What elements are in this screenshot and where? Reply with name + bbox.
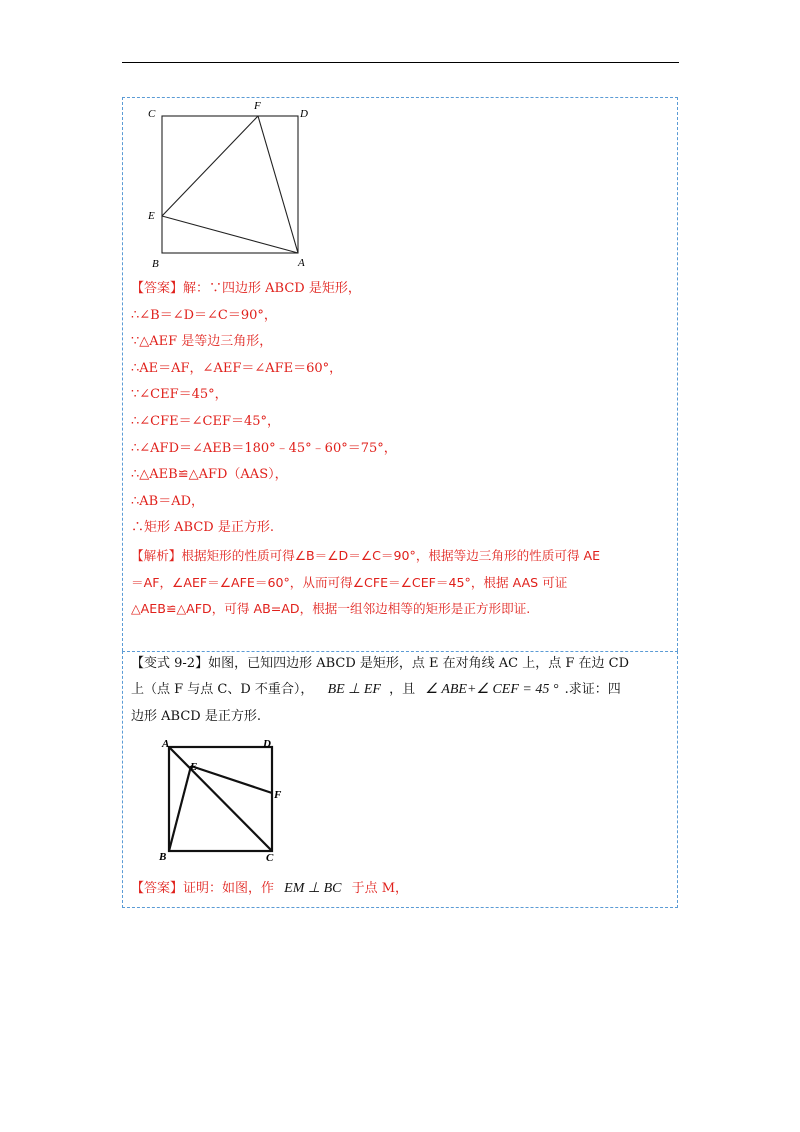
variant-line-2-text-b: ，且 [389, 682, 416, 697]
analysis1-line-2: ＝AF，∠AEF＝∠AFE＝60°，从而可得∠CFE＝∠CEF＝45°，根据 AAS 可证 [131, 575, 568, 590]
diagonal-ac [169, 747, 272, 851]
answer1-line-6: ∴∠CFE＝∠CEF＝45°， [131, 414, 281, 429]
figure-1-square-diagram [140, 95, 330, 275]
answer1-line-7: ∴∠AFD＝∠AEB＝180°﹣45°﹣60°＝75°， [131, 441, 397, 456]
analysis1-line-3: △AEB≌△AFD，可得 AB=AD，根据一组邻边相等的矩形是正方形即证. [131, 601, 531, 616]
figure-2-square-diagram [150, 735, 300, 870]
segment-ef [162, 116, 258, 216]
answer1-line-5: ∵∠CEF＝45°， [131, 387, 228, 402]
header-rule [122, 62, 679, 63]
label-c: C [148, 108, 156, 120]
label-a-2: A [162, 738, 170, 750]
label-c-2: C [266, 852, 274, 864]
variant-line-1: 【变式 9-2】如图，已知四边形 ABCD 是矩形，点 E 在对角线 AC 上，点 F 在边 CD [131, 656, 630, 671]
variant-line-2-text-c: .求证：四 [564, 682, 621, 697]
answer1-line-10: ∴矩形 ABCD 是正方形. [131, 520, 274, 535]
segment-ef-2 [191, 766, 272, 793]
segment-ea [162, 216, 298, 253]
answer1-line-8: ∴△AEB≌△AFD（AAS）， [131, 467, 288, 482]
label-d-2: D [263, 738, 271, 750]
label-b: B [152, 258, 159, 270]
answer1-line-1: 【答案】解：∵四边形 ABCD 是矩形， [131, 281, 361, 296]
label-b-2: B [159, 851, 167, 863]
answer1-line-3: ∵△AEF 是等边三角形， [131, 334, 273, 349]
answer1-line-2: ∴∠B＝∠D＝∠C＝90°， [131, 308, 277, 323]
variant-line-2-text-a: 上（点 F 与点 C、D 不重合）， [131, 682, 314, 697]
analysis1-line-1: 【解析】根据矩形的性质可得∠B＝∠D＝∠C＝90°，根据等边三角形的性质可得 AE [131, 548, 601, 563]
variant-line-2 [131, 681, 621, 699]
answer2-line [131, 880, 408, 898]
answer2-suffix: 于点 M， [351, 881, 409, 896]
answer2-math: EM ⊥ BC [284, 881, 342, 896]
label-a: A [298, 257, 305, 269]
variant-line-3: 边形 ABCD 是正方形. [131, 709, 261, 724]
label-d: D [300, 108, 308, 120]
answer2-prefix: 【答案】证明：如图，作 [131, 881, 275, 896]
answer1-line-4: ∴AE＝AF，∠AEF＝∠AFE＝60°， [131, 361, 343, 376]
label-e: E [148, 210, 155, 222]
variant-math-perpendicular: BE ⊥ EF [327, 682, 381, 697]
label-f-2: F [274, 789, 282, 801]
segment-be [169, 766, 191, 851]
label-f: F [254, 100, 261, 112]
variant-math-angle-sum: ∠ ABE+∠ CEF = 45 ° [425, 682, 559, 697]
label-e-2: E [190, 761, 198, 773]
segment-fa [258, 116, 298, 253]
answer1-line-9: ∴AB＝AD， [131, 494, 205, 509]
